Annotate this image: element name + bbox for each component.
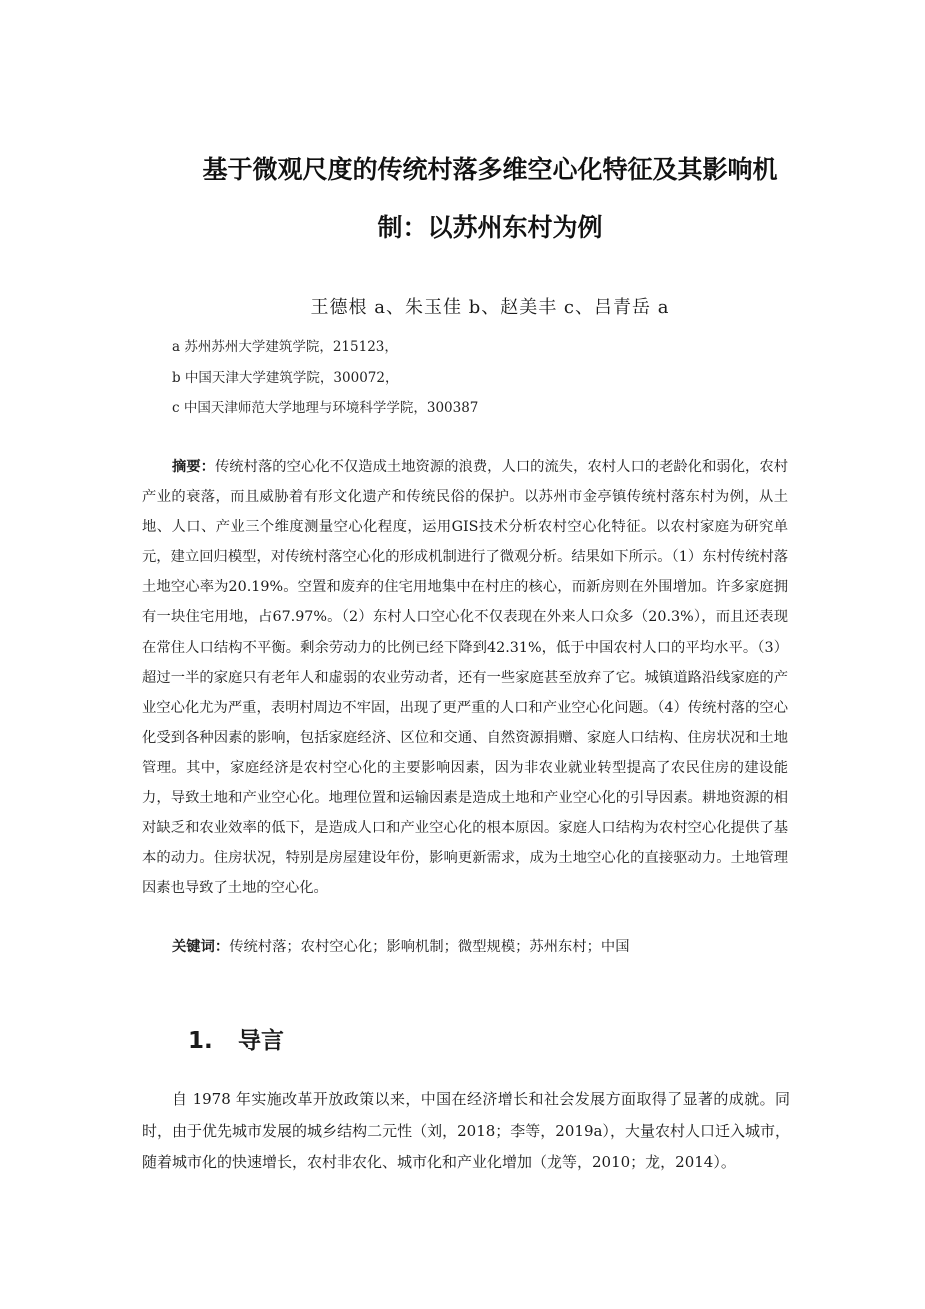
affiliation-a: a 苏州苏州大学建筑学院，215123，: [172, 339, 398, 355]
paper-title-line-2: 制：以苏州东村为例: [377, 213, 603, 242]
section-heading: [188, 1022, 284, 1055]
author-list: 王德根 a、朱玉佳 b、赵美丰 c、吕青岳 a: [310, 297, 670, 318]
abstract-label: 摘要：: [172, 459, 215, 475]
section-title: 导言: [238, 1028, 284, 1054]
paper-title-line-1: 基于微观尺度的传统村落多维空心化特征及其影响机: [202, 155, 778, 184]
section-number: 1.: [188, 1028, 213, 1054]
keywords-text: 传统村落；农村空心化；影响机制；微型规模；苏州东村；中国: [229, 939, 630, 955]
body-paragraph: 自 1978 年实施改革开放政策以来，中国在经济增长和社会发展方面取得了显著的成就。同时，由于优先城市发展的城乡结构二元性（刘，2018；李等，2019a），大量农村人口迁入城市，随着城市化的快速增长，农村非农化、城市化和产业化增加（龙等，2010；龙，2014）。: [142, 1090, 790, 1171]
keywords: [172, 936, 792, 956]
affiliation-b: b 中国天津大学建筑学院，300072，: [172, 370, 399, 386]
affiliation-c: c 中国天津师范大学地理与环境科学学院，300387: [172, 400, 479, 416]
abstract: [142, 452, 788, 903]
abstract-text: 传统村落的空心化不仅造成土地资源的浪费，人口的流失，农村人口的老龄化和弱化，农村产业的衰落，而且威胁着有形文化遗产和传统民俗的保护。以苏州市金亭镇传统村落东村为例，从土地、人口、产业三个维度测量空心化程度，运用GIS技术分析农村空心化特征。以农村家庭为研究单元，建立回归模型，对传统村落空心化的形成机制进行了微观分析。结果如下所示。（1）东村传统村落土地空心率为20.19%。空置和废弃的住宅用地集中在村庄的核心，而新房则在外围增加。许多家庭拥有一块住宅用地，占67.97%。（2）东村人口空心化不仅表现在外来人口众多（20.3%），而且还表现在常住人口结构不平衡。剩余劳动力的比例已经下降到42.31%，低于中国农村人口的平均水平。（3）超过一半的家庭只有老年人和虚弱的农业劳动者，还有一些家庭甚至放弃了它。城镇道路沿线家庭的产业空心化尤为严重，表明村周边不牢固，出现了更严重的人口和产业空心化问题。（4）传统村落的空心化受到各种因素的影响，包括家庭经济、区位和交通、自然资源捐赠、家庭人口结构、住房状况和土地管理。其中，家庭经济是农村空心化的主要影响因素，因为非农业就业转型提高了农民住房的建设能力，导致土地和产业空心化。地理位置和运输因素是造成土地和产业空心化的引导因素。耕地资源的相对缺乏和农业效率的低下，是造成人口和产业空心化的根本原因。家庭人口结构为农村空心化提供了基本的动力。住房状况，特别是房屋建设年份，影响更新需求，成为土地空心化的直接驱动力。土地管理因素也导致了土地的空心化。: [142, 459, 789, 897]
keywords-label: 关键词：: [172, 939, 230, 955]
